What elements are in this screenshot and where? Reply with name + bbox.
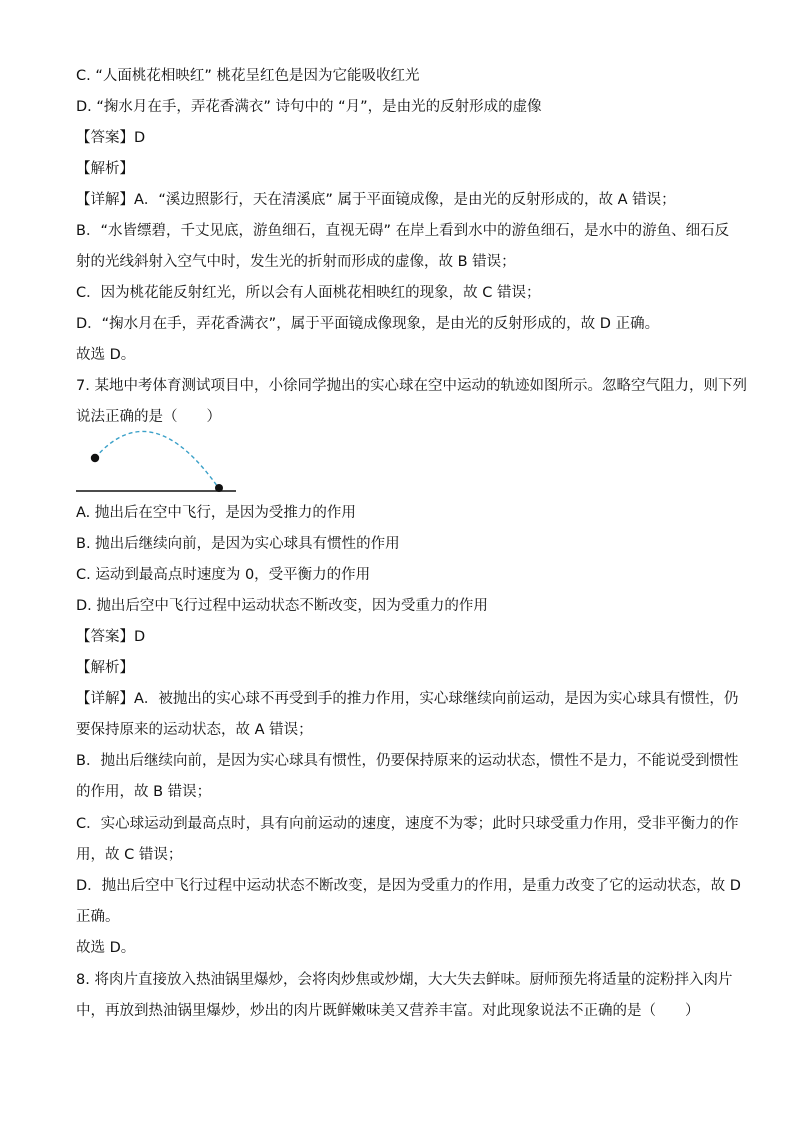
question-8-line2: 中，再放到热油锅里爆炒，炒出的肉片既鲜嫩味美又营养丰富。对此现象说法不正确的是（ ） — [76, 1003, 700, 1019]
detail-c-q6: C．因为桃花能反射红光，所以会有人面桃花相映红的现象，故 C 错误； — [76, 285, 541, 301]
option-b-q7: B. 抛出后继续向前，是因为实心球具有惯性的作用 — [76, 536, 400, 552]
ball-landing — [215, 484, 223, 492]
option-d-q7: D. 抛出后空中飞行过程中运动状态不断改变，因为受重力的作用 — [76, 598, 488, 614]
analysis-heading-q6: 【解析】 — [76, 161, 134, 177]
detail-d-q6: D．“掬水月在手，弄花香满衣”，属于平面镜成像现象，是由光的反射形成的，故 D 正确。 — [76, 316, 660, 332]
conclusion-q7: 故选 D。 — [76, 940, 136, 956]
question-8-line1: 8. 将肉片直接放入热油锅里爆炒，会将肉炒焦或炒煳，大大失去鲜味。厨师预先将适量的淀粉拌入肉片 — [76, 972, 733, 988]
trajectory-diagram — [70, 400, 250, 504]
trajectory-figure — [70, 400, 250, 500]
detail-a-q6: 【详解】A．“溪边照影行，天在清溪底” 属于平面镜成像，是由光的反射形成的，故 A 错误； — [76, 192, 676, 208]
option-a-q7: A. 抛出后在空中飞行，是因为受推力的作用 — [76, 505, 356, 521]
detail-b-q7-line2: 的作用，故 B 错误； — [76, 784, 212, 800]
detail-d-q7-line1: D．抛出后空中飞行过程中运动状态不断改变，是因为受重力的作用，是重力改变了它的运动状态，故 D — [76, 878, 741, 894]
detail-b-q7-line1: B．抛出后继续向前，是因为实心球具有惯性，仍要保持原来的运动状态，惯性不是力，不能说受到惯性 — [76, 753, 739, 769]
ball-trajectory — [95, 431, 220, 490]
answer-q7: 【答案】D — [76, 629, 146, 645]
ball-start — [91, 454, 99, 462]
detail-a-q7-line1: 【详解】A．被抛出的实心球不再受到手的推力作用，实心球继续向前运动，是因为实心球具有惯性，仍 — [76, 691, 739, 707]
question-7-line1: 7. 某地中考体育测试项目中，小徐同学抛出的实心球在空中运动的轨迹如图所示。忽略空气阻力，则下列 — [76, 378, 747, 394]
detail-c-q7-line2: 用，故 C 错误； — [76, 847, 183, 863]
option-d-q6: D. “掬水月在手，弄花香满衣” 诗句中的 “月”，是由光的反射形成的虚像 — [76, 99, 542, 115]
answer-q6: 【答案】D — [76, 130, 146, 146]
option-c-q7: C. 运动到最高点时速度为 0，受平衡力的作用 — [76, 567, 371, 583]
conclusion-q6: 故选 D。 — [76, 347, 136, 363]
question-7-line2: 说法正确的是（ ） — [76, 409, 221, 425]
detail-c-q7-line1: C．实心球运动到最高点时，具有向前运动的速度，速度不为零；此时只球受重力作用，受非平衡力的作 — [76, 816, 739, 832]
detail-b-q6-line2: 射的光线斜射入空气中时，发生光的折射而形成的虚像，故 B 错误； — [76, 254, 516, 270]
option-c-q6: C. “人面桃花相映红” 桃花呈红色是因为它能吸收红光 — [76, 68, 420, 84]
detail-d-q7-line2: 正确。 — [76, 909, 120, 925]
detail-b-q6-line1: B．“水皆缥碧，千丈见底，游鱼细石，直视无碍” 在岸上看到水中的游鱼细石，是水中的游鱼、细石反 — [76, 223, 730, 239]
detail-a-q7-line2: 要保持原来的运动状态，故 A 错误； — [76, 722, 313, 738]
analysis-heading-q7: 【解析】 — [76, 660, 134, 676]
